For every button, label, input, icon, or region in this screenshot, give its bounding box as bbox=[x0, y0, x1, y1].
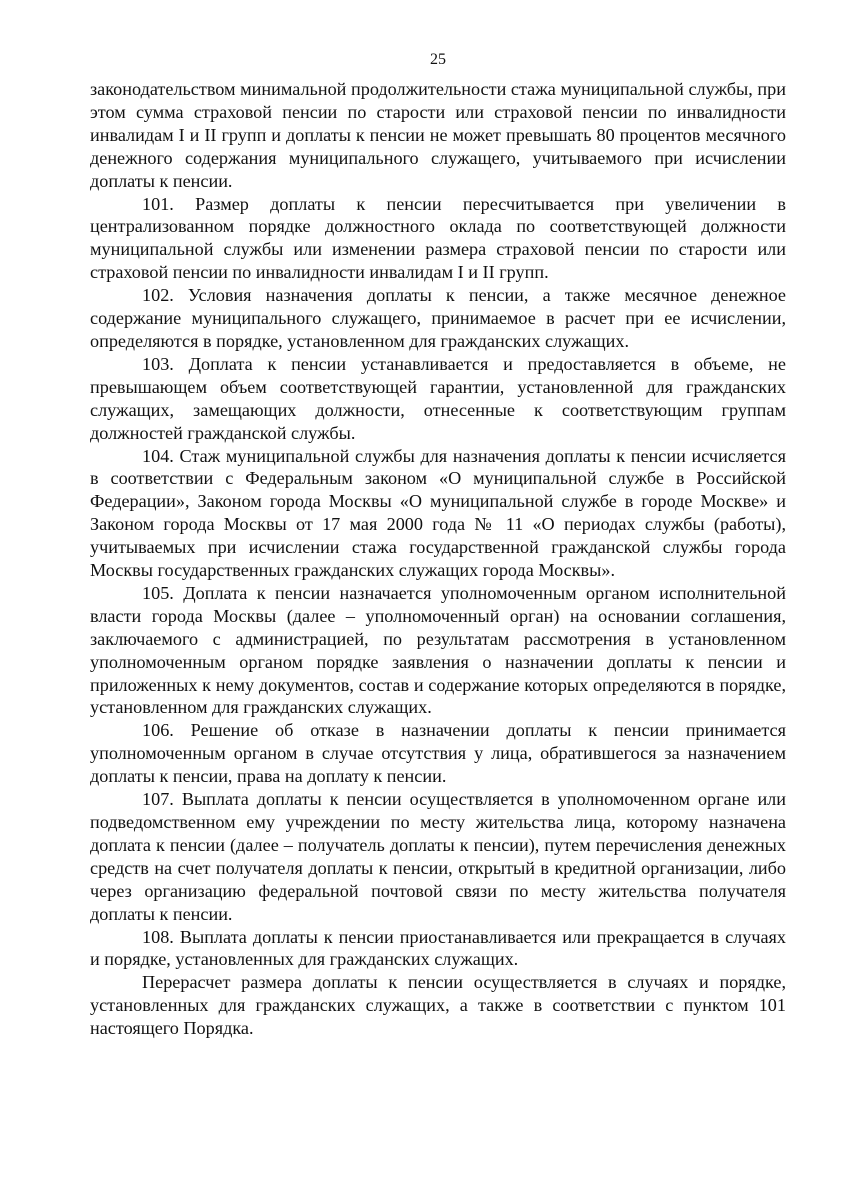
paragraph-101: 101. Размер доплаты к пенсии пересчитывается при увеличении в централизованном порядке должностного оклада по соответствующей должности муниципальной службы или изменении размера страховой пенсии по старости или страховой пенсии по инвалидности инвалидам I и II групп. bbox=[90, 193, 786, 283]
paragraph-103: 103. Доплата к пенсии устанавливается и предоставляется в объеме, не превышающем объем соответствующей гарантии, установленной для гражданских служащих, замещающих должности, отнесенные к соответствующим группам должностей гражданской службы. bbox=[90, 353, 786, 443]
paragraph-recalculation: Перерасчет размера доплаты к пенсии осуществляется в случаях и порядке, установленных для гражданских служащих, а также в соответствии с пунктом 101 настоящего Порядка. bbox=[90, 972, 786, 1039]
paragraph-108: 108. Выплата доплаты к пенсии приостанавливается или прекращается в случаях и порядке, установленных для гражданских служащих. bbox=[90, 926, 786, 970]
page-number: 25 bbox=[430, 51, 446, 68]
paragraph-105: 105. Доплата к пенсии назначается уполномоченным органом исполнительной власти города Москвы (далее – уполномоченный орган) на основании соглашения, заключаемого с администрацией, по результатам рассмотрения в установленном уполномоченным органом порядке заявления о назначении доплаты к пенсии и приложенных к нему документов, состав и содержание которых определяются в порядке, установленном для гражданских служащих. bbox=[90, 582, 786, 718]
paragraph-104: 104. Стаж муниципальной службы для назначения доплаты к пенсии исчисляется в соответствии с Федеральным законом «О муниципальной службе в Российской Федерации», Законом города Москвы «О муниципальной службе в городе Москве» и Законом города Москвы от 17 мая 2000 года № 11 «О периодах службы (работы), учитываемых при исчислении стажа государственной гражданской службы города Москвы государственных гражданских служащих города Москвы». bbox=[90, 445, 786, 581]
paragraph-106: 106. Решение об отказе в назначении доплаты к пенсии принимается уполномоченным органом в случае отсутствия у лица, обратившегося за назначением доплаты к пенсии, права на доплату к пенсии. bbox=[90, 720, 786, 787]
document-page bbox=[90, 50, 786, 1040]
paragraph-continuation: законодательством минимальной продолжительности стажа муниципальной службы, при этом сумма страховой пенсии по старости или страховой пенсии по инвалидности инвалидам I и II групп и доплаты к пенсии не может превышать 80 процентов месячного денежного содержания муниципального служащего, учитываемого при исчислении доплаты к пенсии. bbox=[90, 79, 786, 191]
paragraph-102: 102. Условия назначения доплаты к пенсии, а также месячное денежное содержание муниципального служащего, принимаемое в расчет при ее исчислении, определяются в порядке, установленном для гражданских служащих. bbox=[90, 285, 786, 351]
paragraph-107: 107. Выплата доплаты к пенсии осуществляется в уполномоченном органе или подведомственном ему учреждении по месту жительства лица, которому назначена доплата к пенсии (далее – получатель доплаты к пенсии), путем перечисления денежных средств на счет получателя доплаты к пенсии, открытый в кредитной организации, либо через организацию федеральной почтовой связи по месту жительства получателя доплаты к пенсии. bbox=[90, 789, 786, 924]
